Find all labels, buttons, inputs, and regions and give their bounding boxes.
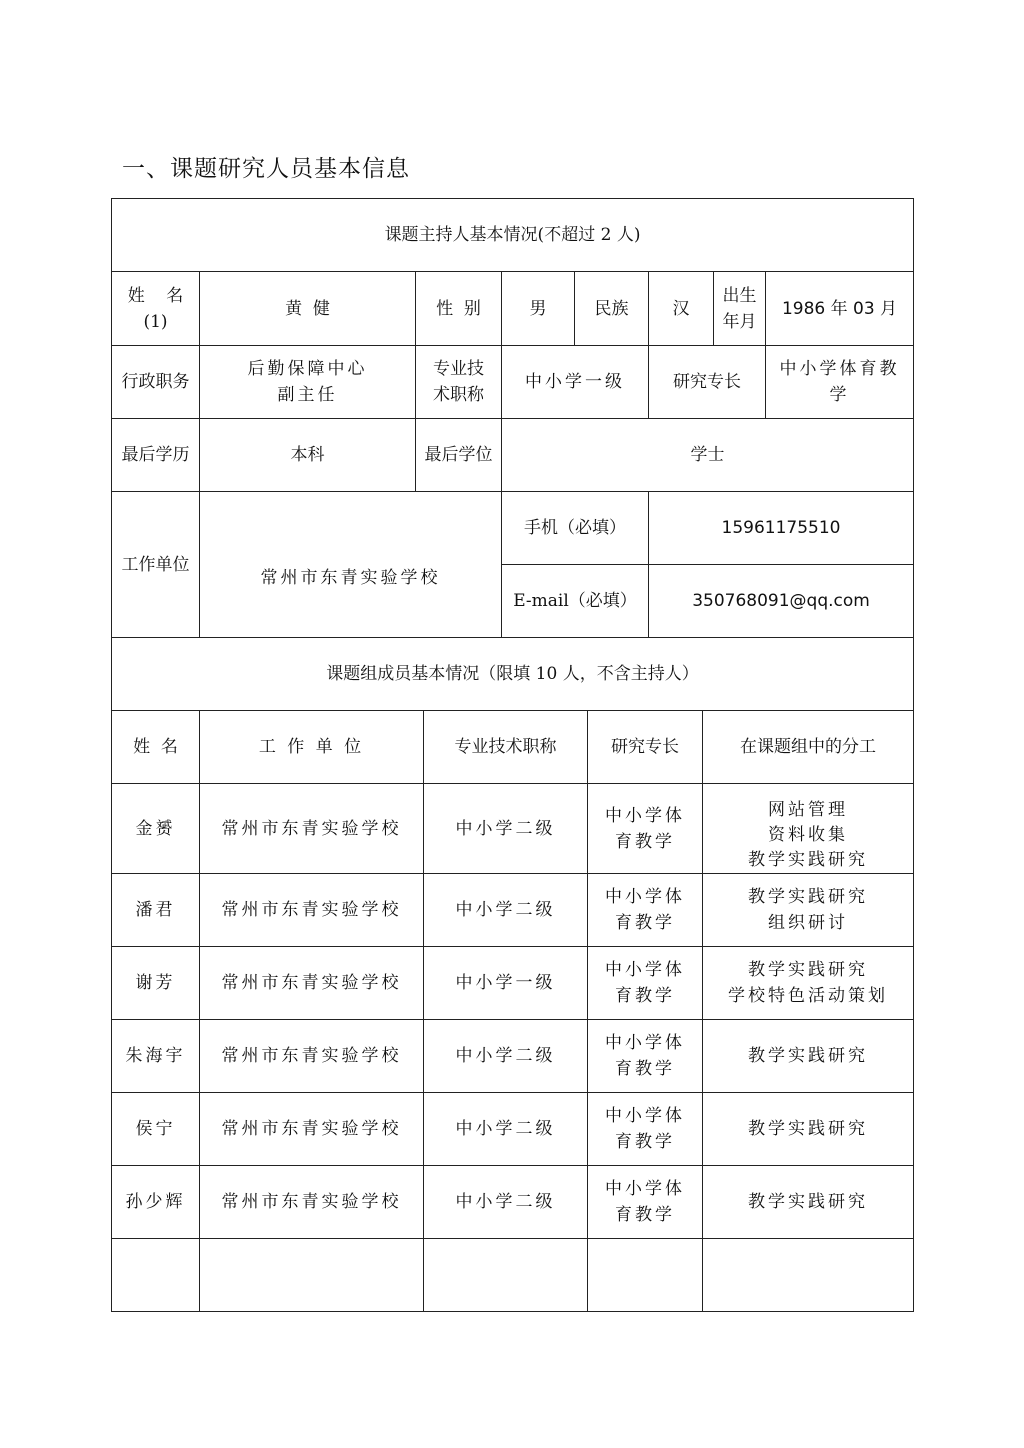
birth-label: 出生 年月 — [714, 272, 766, 346]
title-label: 专业技 术职称 — [416, 346, 502, 419]
members-heading: 课题组成员基本情况（限填 10 人，不含主持人） — [112, 638, 914, 711]
member-duty: 教学实践研究 — [703, 1166, 914, 1239]
member-duty: 教学实践研究 — [703, 1093, 914, 1166]
empty-cell — [703, 1239, 914, 1312]
table-row — [112, 947, 914, 1020]
col-header-unit: 工 作 单 位 — [200, 711, 424, 784]
member-specialty: 中小学体 育教学 — [588, 947, 703, 1020]
member-duty: 教学实践研究 学校特色活动策划 — [703, 947, 914, 1020]
member-title: 中小学二级 — [424, 1093, 588, 1166]
name-label: 姓 名 (1) — [112, 272, 200, 346]
member-specialty: 中小学体 育教学 — [588, 784, 703, 874]
member-duty: 网站管理 资料收集 教学实践研究 — [703, 784, 914, 874]
host-specialty: 中小学体育教 学 — [766, 346, 914, 419]
table-row — [112, 784, 914, 874]
host-email: 350768091@qq.com — [649, 565, 914, 638]
member-specialty: 中小学体 育教学 — [588, 1166, 703, 1239]
col-header-title: 专业技术职称 — [424, 711, 588, 784]
member-name: 金赟 — [112, 784, 200, 874]
host-birth: 1986 年 03 月 — [766, 272, 914, 346]
member-unit: 常州市东青实验学校 — [200, 1093, 424, 1166]
host-name: 黄 健 — [200, 272, 416, 346]
host-work: 常州市东青实验学校 — [200, 492, 502, 638]
ethnicity-label: 民族 — [575, 272, 649, 346]
host-ethnicity: 汉 — [649, 272, 714, 346]
host-title: 中小学一级 — [502, 346, 649, 419]
table-row — [112, 1166, 914, 1239]
member-specialty: 中小学体 育教学 — [588, 874, 703, 947]
members-table — [111, 710, 914, 1312]
col-header-specialty: 研究专长 — [588, 711, 703, 784]
table-row — [112, 1020, 914, 1093]
member-unit: 常州市东青实验学校 — [200, 947, 424, 1020]
empty-cell — [112, 1239, 200, 1312]
member-specialty: 中小学体 育教学 — [588, 1020, 703, 1093]
host-phone: 15961175510 — [649, 492, 914, 565]
member-title: 中小学一级 — [424, 947, 588, 1020]
host-heading: 课题主持人基本情况(不超过 2 人) — [112, 199, 914, 272]
col-header-duty: 在课题组中的分工 — [703, 711, 914, 784]
edu-label: 最后学历 — [112, 419, 200, 492]
admin-label: 行政职务 — [112, 346, 200, 419]
empty-cell — [200, 1239, 424, 1312]
member-unit: 常州市东青实验学校 — [200, 874, 424, 947]
section-title: 一、课题研究人员基本信息 — [122, 156, 410, 182]
member-unit: 常州市东青实验学校 — [200, 784, 424, 874]
member-name: 侯宁 — [112, 1093, 200, 1166]
host-admin: 后勤保障中心 副主任 — [200, 346, 416, 419]
members-header-row — [112, 711, 914, 784]
member-title: 中小学二级 — [424, 1020, 588, 1093]
host-gender: 男 — [502, 272, 575, 346]
member-title: 中小学二级 — [424, 874, 588, 947]
table-row — [112, 1093, 914, 1166]
member-unit: 常州市东青实验学校 — [200, 1020, 424, 1093]
work-label: 工作单位 — [112, 492, 200, 638]
member-name: 潘君 — [112, 874, 200, 947]
host-degree: 学士 — [502, 419, 914, 492]
empty-cell — [588, 1239, 703, 1312]
empty-cell — [424, 1239, 588, 1312]
host-edu: 本科 — [200, 419, 416, 492]
empty-row — [112, 1239, 914, 1312]
member-specialty: 中小学体 育教学 — [588, 1093, 703, 1166]
member-name: 孙少辉 — [112, 1166, 200, 1239]
member-duty: 教学实践研究 — [703, 1020, 914, 1093]
member-duty: 教学实践研究 组织研讨 — [703, 874, 914, 947]
phone-label: 手机（必填） — [502, 492, 649, 565]
member-name: 谢芳 — [112, 947, 200, 1020]
degree-label: 最后学位 — [416, 419, 502, 492]
host-info-table — [111, 198, 914, 711]
col-header-name: 姓 名 — [112, 711, 200, 784]
member-name: 朱海宇 — [112, 1020, 200, 1093]
specialty-label: 研究专长 — [649, 346, 766, 419]
member-title: 中小学二级 — [424, 1166, 588, 1239]
member-title: 中小学二级 — [424, 784, 588, 874]
gender-label: 性 别 — [416, 272, 502, 346]
table-row — [112, 874, 914, 947]
member-unit: 常州市东青实验学校 — [200, 1166, 424, 1239]
email-label: E-mail（必填） — [502, 565, 649, 638]
